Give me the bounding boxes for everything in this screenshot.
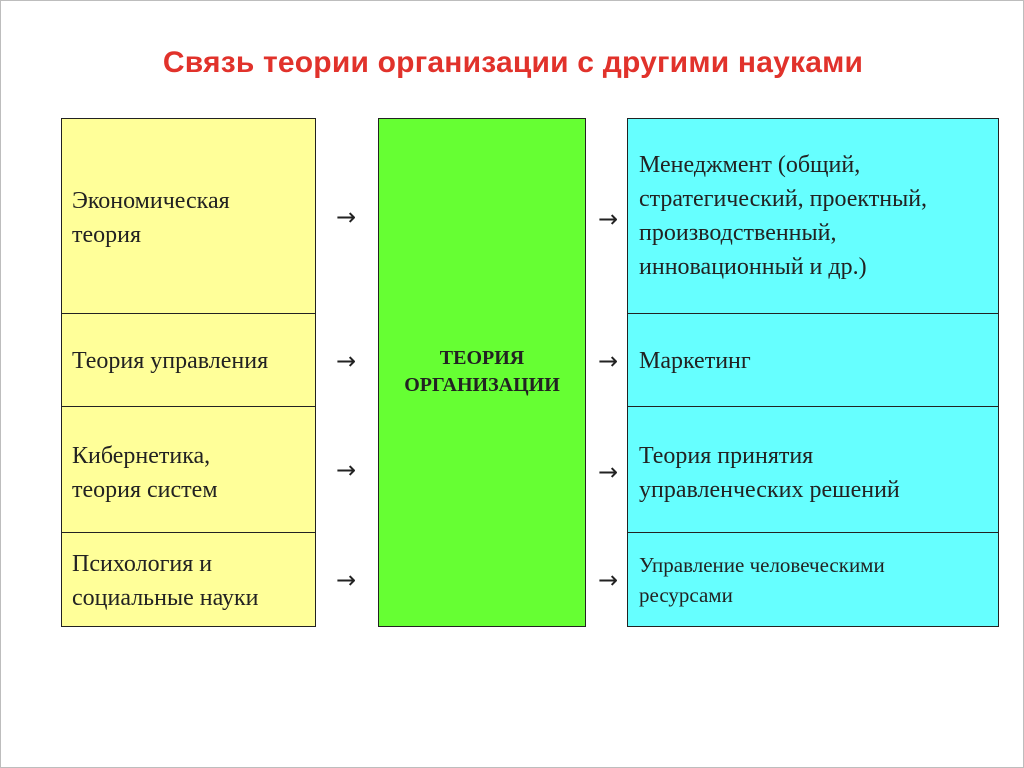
right-cell-text-line: Управление человеческими bbox=[639, 553, 885, 577]
right-cell-text-line: Теория принятия bbox=[639, 443, 814, 469]
left-cell-text-line: Теория управления bbox=[72, 348, 269, 374]
center-cell-organization-theory bbox=[378, 118, 586, 627]
left-cell-text-line: социальные науки bbox=[72, 585, 259, 611]
right-cell-text-line: производственный, bbox=[639, 220, 837, 246]
left-cell-psychology bbox=[61, 532, 316, 627]
left-cell-text-line: Кибернетика, bbox=[72, 443, 211, 469]
right-cell-management bbox=[627, 118, 999, 314]
right-cell-text-line: Менеджмент (общий, bbox=[639, 152, 861, 178]
right-cell-text-line: управленческих решений bbox=[639, 477, 900, 503]
right-cell-decision-theory bbox=[627, 406, 999, 533]
center-label bbox=[379, 345, 585, 399]
arrow-right-icon: → bbox=[335, 203, 357, 231]
arrow-right-icon: → bbox=[597, 458, 619, 486]
arrow-right-icon: → bbox=[335, 566, 357, 594]
center-label-line: ОРГАНИЗАЦИИ bbox=[404, 374, 560, 396]
right-cell-text-line: Маркетинг bbox=[639, 348, 751, 374]
arrow-right-icon: → bbox=[597, 566, 619, 594]
left-cell-economic-theory bbox=[61, 118, 316, 314]
center-label-line: ТЕОРИЯ bbox=[439, 347, 525, 369]
right-cell-text-line: ресурсами bbox=[639, 583, 733, 607]
slide-title: Связь теории организации с другими науками bbox=[162, 46, 864, 79]
arrow-right-icon: → bbox=[335, 347, 357, 375]
right-cell-human-resources bbox=[627, 532, 999, 627]
left-cell-management-theory bbox=[61, 313, 316, 407]
left-cell-text-line: Психология и bbox=[72, 551, 213, 577]
arrow-right-icon: → bbox=[335, 456, 357, 484]
right-cell-marketing bbox=[627, 313, 999, 407]
left-cell-text-line: теория bbox=[72, 222, 142, 248]
left-cell-text-line: Экономическая bbox=[72, 188, 230, 214]
arrow-right-icon: → bbox=[597, 205, 619, 233]
right-cell-text-line: инновационный и др.) bbox=[639, 254, 867, 280]
left-cell-cybernetics bbox=[61, 406, 316, 533]
arrow-right-icon: → bbox=[597, 347, 619, 375]
left-cell-text-line: теория систем bbox=[72, 477, 218, 503]
right-cell-text-line: стратегический, проектный, bbox=[639, 186, 928, 212]
